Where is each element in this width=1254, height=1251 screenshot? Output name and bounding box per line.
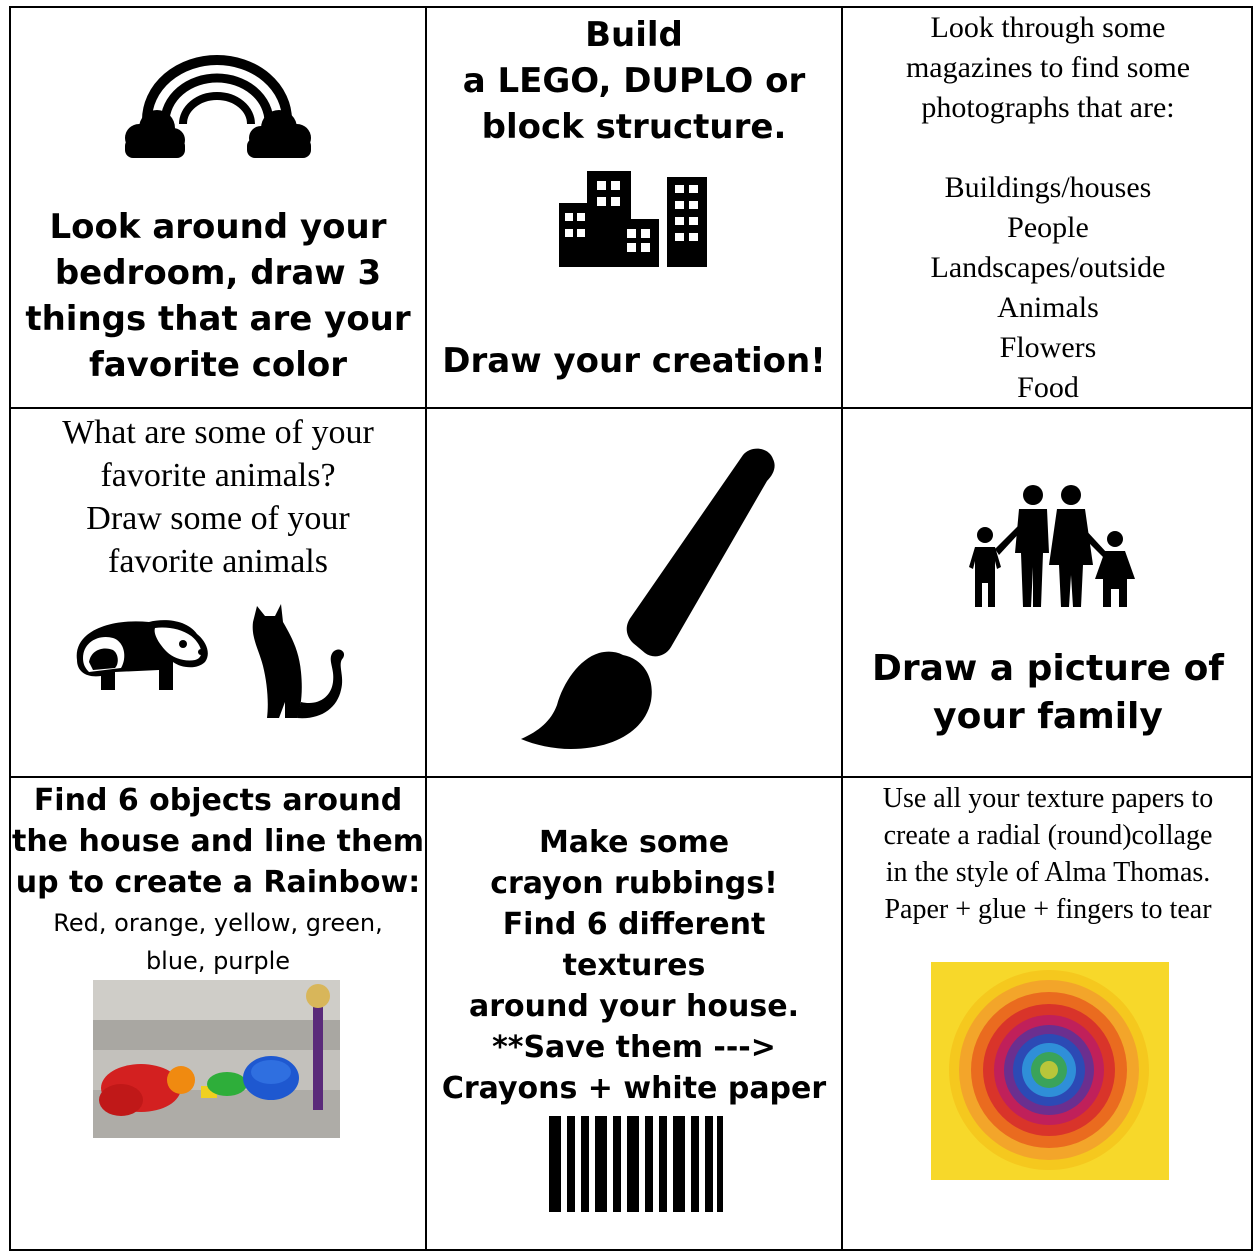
animals-line: favorite animals? [100,457,336,494]
photo-category-item: Landscapes/outside [930,251,1166,284]
cell-paintbrush [427,409,841,776]
crayon-rubbings-line: **Save them ---> [492,1030,776,1065]
collage-line: Paper + glue + fingers to tear [884,894,1212,925]
magazine-intro-line: photographs that are: [921,91,1175,124]
collage-line: create a radial (round)collage [883,820,1213,851]
panda-icon [69,612,214,697]
cell-favorite-color [11,8,425,407]
cell-family-picture [843,409,1253,776]
rainbow-colors-line: blue, purple [145,947,291,975]
magazine-intro-line: magazines to find some [905,51,1191,84]
photo-category-item: Buildings/houses [944,171,1152,204]
favorite-color-line: Look around your [49,207,387,247]
rainbow-objects-line: up to create a Rainbow: [15,865,421,900]
paintbrush-icon [493,433,793,753]
lego-footer: Draw your creation! [442,341,826,381]
crayon-rubbings-line: Crayons + white paper [441,1071,827,1106]
animals-line: What are some of your [62,414,374,451]
animals-line: Draw some of your [86,500,350,537]
cell-crayon-rubbings [427,778,841,1251]
rainbow-objects-line: Find 6 objects around [33,783,403,818]
magazine-intro-line: Look through some [930,11,1166,44]
family-line: Draw a picture of [872,648,1224,689]
family-icon [961,483,1141,609]
activity-grid [9,6,1253,1251]
cell-alma-thomas-collage [843,778,1253,1251]
crayon-rubbings-line: around your house. [469,989,799,1024]
barcode-icon [549,1116,723,1212]
favorite-color-line: things that are your [25,299,411,339]
animals-line: favorite animals [108,543,328,580]
family-line: your family [933,696,1163,737]
cell-magazine-photos [843,8,1253,407]
alma-thomas-collage [931,962,1169,1180]
collage-line: in the style of Alma Thomas. [885,857,1211,888]
collage-line: Use all your texture papers to [882,783,1214,814]
crayon-rubbings-line: Make some [538,825,730,860]
photo-category-item: Food [1017,371,1079,404]
cell-lego-build [427,8,841,407]
photo-category-item: Flowers [999,331,1097,364]
cat-icon [241,602,351,722]
rainbow-colors-line: Red, orange, yellow, green, [53,909,383,937]
cell-rainbow-objects [11,778,425,1251]
lego-title-line: block structure. [481,107,787,147]
photo-category-item: People [1007,211,1089,244]
cell-favorite-animals [11,409,425,776]
lego-title-line: a LEGO, DUPLO or [462,61,806,101]
favorite-color-line: bedroom, draw 3 [54,253,382,293]
crayon-rubbings-line: crayon rubbings! [490,866,778,901]
photo-category-item: Animals [997,291,1099,324]
crayon-rubbings-line: Find 6 different textures [502,907,766,983]
buildings-icon [559,171,709,267]
rainbow-objects-line: the house and line them [11,824,424,859]
rainbow-objects-photo [93,980,340,1138]
favorite-color-line: favorite color [88,345,348,385]
lego-title-line: Build [585,15,683,55]
rainbow-icon [117,50,317,160]
